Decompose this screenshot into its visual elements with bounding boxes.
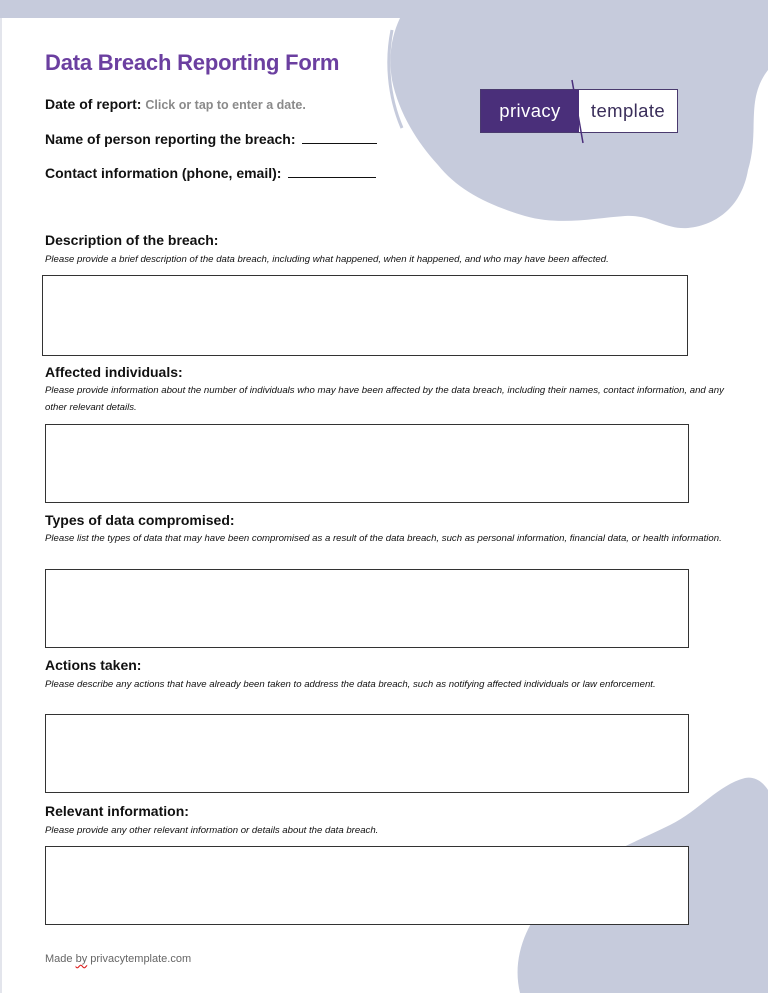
footer-by: by xyxy=(75,953,88,965)
section-desc-relevant: Please provide any other relevant information or details about the data breach. xyxy=(45,825,379,836)
actions-taken-box[interactable] xyxy=(45,714,689,793)
section-heading-description: Description of the breach: xyxy=(45,232,219,248)
footer-credit xyxy=(45,953,191,965)
section-heading-actions: Actions taken: xyxy=(45,657,142,673)
logo-right-text: template xyxy=(590,100,666,121)
date-picker-input[interactable]: Click or tap to enter a date. xyxy=(145,98,306,112)
breach-description-box[interactable] xyxy=(42,275,688,356)
reporter-name-input[interactable] xyxy=(302,131,377,144)
reporter-label: Name of person reporting the breach: xyxy=(45,131,296,147)
date-field-row xyxy=(45,96,306,112)
section-heading-data-types: Types of data compromised: xyxy=(45,512,235,528)
section-desc-data-types: Please list the types of data that may have been compromised as a result of the data breach, such as personal information, financial data, or health information. xyxy=(45,533,722,544)
contact-info-input[interactable] xyxy=(288,165,376,178)
contact-label: Contact information (phone, email): xyxy=(45,165,282,181)
footer-site-link[interactable]: privacytemplate.com xyxy=(87,953,192,965)
privacy-template-logo xyxy=(480,89,678,133)
data-types-box[interactable] xyxy=(45,569,689,648)
affected-individuals-box[interactable] xyxy=(45,424,689,503)
section-desc-actions: Please describe any actions that have already been taken to address the data breach, such as notifying affected individuals or law enforcement. xyxy=(45,679,656,690)
relevant-info-box[interactable] xyxy=(45,846,689,925)
logo-left-text: privacy xyxy=(481,90,579,132)
contact-field-row xyxy=(45,165,376,181)
section-desc-affected: Please provide information about the number of individuals who may have been affected by the data breach, including their names, contact information, and any other relevant details. xyxy=(45,385,724,413)
reporter-field-row xyxy=(45,131,377,147)
page-title: Data Breach Reporting Form xyxy=(45,50,340,75)
date-label: Date of report: xyxy=(45,96,142,112)
section-heading-affected: Affected individuals: xyxy=(45,364,183,380)
section-heading-relevant: Relevant information: xyxy=(45,803,189,819)
footer-prefix: Made xyxy=(45,953,76,965)
section-desc-description: Please provide a brief description of the data breach, including what happened, when it happened, and who may have been affected. xyxy=(45,254,609,265)
